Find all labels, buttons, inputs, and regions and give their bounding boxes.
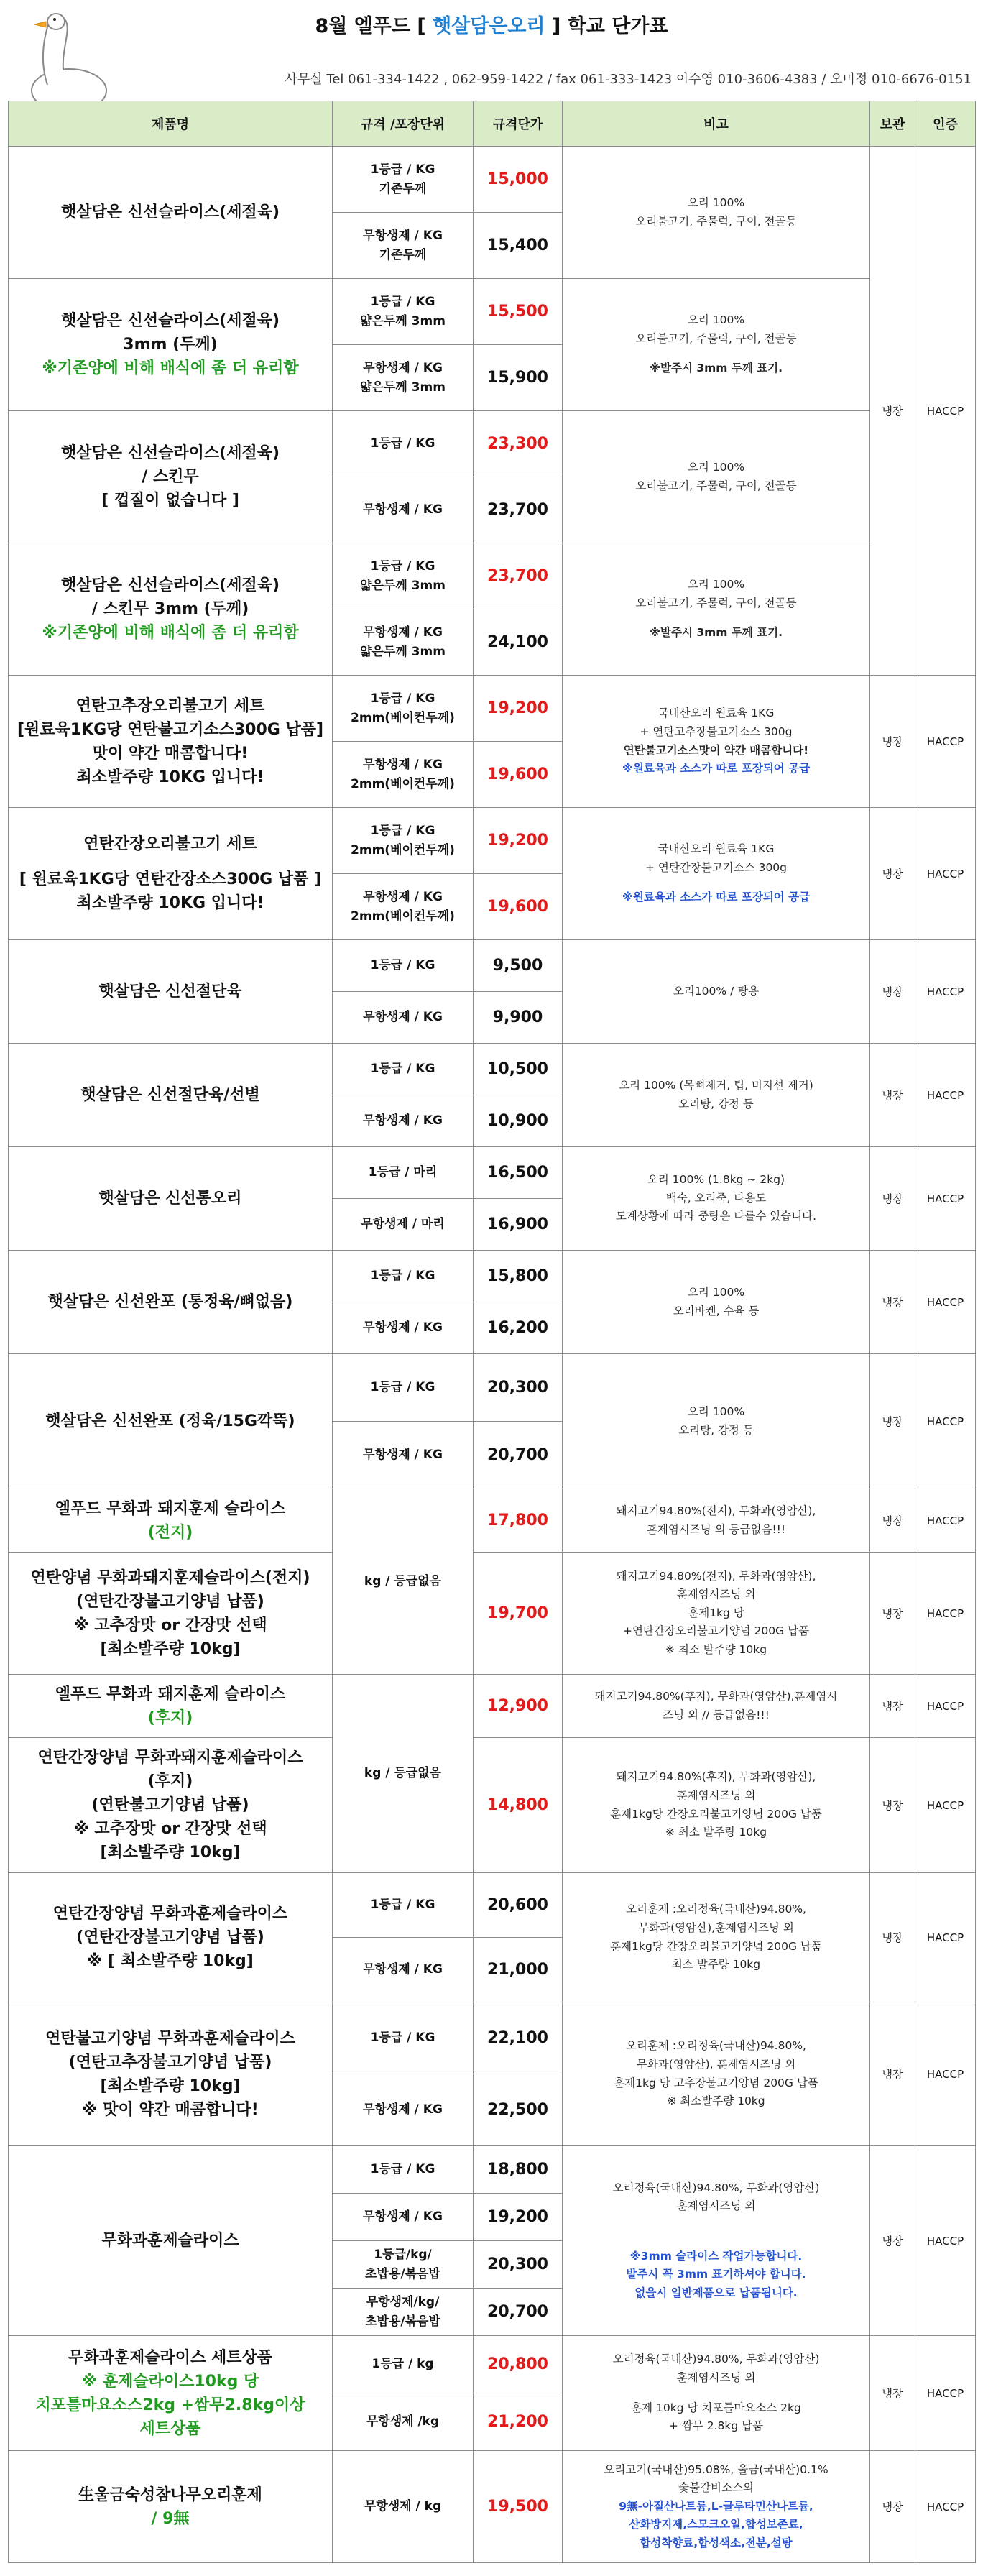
- product-name: 엘푸드 무화과 돼지훈제 슬라이스 (전지): [9, 1489, 333, 1552]
- spec-cell: kg / 등급없음: [333, 1675, 474, 1873]
- contact-info: 사무실 Tel 061-334-1422 , 062-959-1422 / fax 061-333-1423 이수영 010-3606-4383 / 오미정 010-6676-0151: [285, 72, 972, 87]
- note-cell: 오리정육(국내산)94.80%, 무화과(영암산) 훈제염시즈닝 외 훈제 10kg 당 치포틀마요소스 2kg + 쌈무 2.8kg 납품: [563, 2336, 870, 2451]
- storage-cell: 냉장: [870, 2451, 915, 2563]
- table-row: [9, 2336, 976, 2393]
- column-header-price: 규격단가: [474, 101, 563, 147]
- table-row: [9, 808, 976, 874]
- product-name: 연탄간장오리불고기 세트 [ 원료육1KG당 연탄간장소스300G 납품 ] 최소발주량 10KG 입니다!: [9, 808, 333, 940]
- product-name: 햇살담은 신선완포 (정육/15G깍뚝): [9, 1354, 333, 1489]
- cert-cell: HACCP: [915, 1044, 976, 1147]
- page-title: 8월 엘푸드 [ 햇살담은오리 ] 학교 단가표: [315, 15, 668, 37]
- storage-cell: 냉장: [870, 1251, 915, 1354]
- note-cell: 오리100% / 탕용: [563, 940, 870, 1044]
- product-name: 生울금숙성참나무오리훈제 / 9無: [9, 2451, 333, 2563]
- column-header-product: 제품명: [9, 101, 333, 147]
- table-row: [9, 1147, 976, 1199]
- cert-cell: HACCP: [915, 940, 976, 1044]
- spec-cell: 1등급 / KG 얇은두께 3mm: [333, 279, 474, 345]
- cert-cell: HACCP: [915, 676, 976, 808]
- price-cell: 19,200: [474, 2194, 563, 2241]
- product-name: 햇살담은 신선슬라이스(세절육) / 스킨무 3mm (두께) ※기존양에 비해 배식에 좀 더 유리함: [9, 543, 333, 676]
- price-cell: 17,800: [474, 1489, 563, 1552]
- product-name: 엘푸드 무화과 돼지훈제 슬라이스 (후지): [9, 1675, 333, 1738]
- column-header-storage: 보관: [870, 101, 915, 147]
- column-header-spec: 규격 /포장단위: [333, 101, 474, 147]
- storage-cell: 냉장: [870, 808, 915, 940]
- note-cell: 오리 100% 오리탕, 강정 등: [563, 1354, 870, 1489]
- product-name: 무화과훈제슬라이스: [9, 2146, 333, 2336]
- spec-cell: 무항생제 / KG: [333, 2074, 474, 2146]
- product-name: 햇살담은 신선슬라이스(세절육) / 스킨무 [ 껍질이 없습니다 ]: [9, 411, 333, 543]
- price-cell: 22,500: [474, 2074, 563, 2146]
- cert-cell: HACCP: [915, 2002, 976, 2146]
- price-cell: 23,700: [474, 543, 563, 610]
- note-cell: 돼지고기94.80%(전지), 무화과(영암산), 훈제염시즈닝 외 등급없음!!!: [563, 1489, 870, 1552]
- table-row: [9, 1354, 976, 1422]
- table-row: [9, 2002, 976, 2074]
- cert-cell: HACCP: [915, 1675, 976, 1738]
- spec-cell: 1등급 / KG: [333, 1873, 474, 1938]
- price-cell: 22,100: [474, 2002, 563, 2074]
- note-cell: 오리 100% 오리불고기, 주물럭, 구이, 전골등: [563, 411, 870, 543]
- price-cell: 20,300: [474, 2241, 563, 2288]
- cert-cell: HACCP: [915, 1251, 976, 1354]
- price-cell: 18,800: [474, 2146, 563, 2194]
- spec-cell: 1등급 / KG: [333, 2146, 474, 2194]
- spec-cell: 무항생제 / KG: [333, 1095, 474, 1147]
- spec-cell: 1등급 / KG 얇은두께 3mm: [333, 543, 474, 610]
- spec-cell: kg / 등급없음: [333, 1489, 474, 1675]
- table-row: [9, 1251, 976, 1302]
- product-name: 연탄고추장오리불고기 세트 [원료육1KG당 연탄불고기소스300G 납품] 맛이 약간 매콤합니다! 최소발주량 10KG 입니다!: [9, 676, 333, 808]
- spec-cell: 1등급 / KG: [333, 2002, 474, 2074]
- column-header-cert: 인증: [915, 101, 976, 147]
- price-cell: 10,900: [474, 1095, 563, 1147]
- note-cell: 오리 100% (목뼈제거, 팁, 미지선 제거) 오리탕, 강정 등: [563, 1044, 870, 1147]
- price-cell: 16,200: [474, 1302, 563, 1354]
- table-row: [9, 543, 976, 610]
- spec-cell: 무항생제 / 마리: [333, 1199, 474, 1251]
- spec-cell: 1등급 / KG: [333, 940, 474, 992]
- spec-cell: 무항생제/kg/ 초밥용/볶음밥: [333, 2288, 474, 2336]
- note-cell: 국내산오리 원료육 1KG + 연탄간장불고기소스 300g ※원료육과 소스가 따로 포장되어 공급: [563, 808, 870, 940]
- price-cell: 15,000: [474, 147, 563, 213]
- spec-cell: 무항생제 / KG: [333, 1938, 474, 2002]
- note-cell: 국내산오리 원료육 1KG + 연탄고추장불고기소스 300g 연탄불고기소스맛이 약간 매콤합니다! ※원료육과 소스가 따로 포장되어 공급: [563, 676, 870, 808]
- storage-cell: 냉장: [870, 1552, 915, 1675]
- storage-cell: 냉장: [870, 2336, 915, 2451]
- spec-cell: 무항생제 / KG 기존두께: [333, 213, 474, 279]
- note-cell: 오리 100% 오리불고기, 주물럭, 구이, 전골등: [563, 147, 870, 279]
- price-cell: 10,500: [474, 1044, 563, 1095]
- table-row: [9, 279, 976, 345]
- spec-cell: 1등급/kg/ 초밥용/볶음밥: [333, 2241, 474, 2288]
- price-cell: 16,500: [474, 1147, 563, 1199]
- table-header-row: [9, 101, 976, 147]
- price-cell: 20,700: [474, 1422, 563, 1489]
- table-row: [9, 1552, 976, 1675]
- product-name: 무화과훈제슬라이스 세트상품 ※ 훈제슬라이스10kg 당 치포틀마요소스2kg +쌈무2.8kg이상 세트상품: [9, 2336, 333, 2451]
- price-cell: 15,800: [474, 1251, 563, 1302]
- spec-cell: 무항생제 / KG: [333, 1422, 474, 1489]
- spec-cell: 무항생제 /kg: [333, 2393, 474, 2451]
- price-cell: 20,600: [474, 1873, 563, 1938]
- note-cell: 돼지고기94.80%(전지), 무화과(영암산), 훈제염시즈닝 외 훈제1kg 당 +연탄간장오리불고기양념 200G 납품 ※ 최소 발주량 10kg: [563, 1552, 870, 1675]
- storage-cell: 냉장: [870, 1489, 915, 1552]
- price-cell: 9,500: [474, 940, 563, 992]
- storage-cell: 냉장: [870, 1354, 915, 1489]
- spec-cell: 1등급 / KG: [333, 1251, 474, 1302]
- product-name: 햇살담은 신선슬라이스(세절육): [9, 147, 333, 279]
- price-cell: 16,900: [474, 1199, 563, 1251]
- spec-cell: 1등급 / kg: [333, 2336, 474, 2393]
- price-cell: 12,900: [474, 1675, 563, 1738]
- storage-cell: 냉장: [870, 1044, 915, 1147]
- price-cell: 21,000: [474, 1938, 563, 2002]
- storage-cell: 냉장: [870, 2146, 915, 2336]
- cert-cell: HACCP: [915, 147, 976, 676]
- price-cell: 19,600: [474, 874, 563, 940]
- price-cell: 20,300: [474, 1354, 563, 1422]
- price-cell: 23,700: [474, 477, 563, 543]
- product-name: 햇살담은 신선통오리: [9, 1147, 333, 1251]
- cert-cell: HACCP: [915, 1489, 976, 1552]
- table-row: [9, 411, 976, 477]
- cert-cell: HACCP: [915, 2146, 976, 2336]
- cert-cell: HACCP: [915, 1552, 976, 1675]
- storage-cell: 냉장: [870, 676, 915, 808]
- storage-cell: 냉장: [870, 940, 915, 1044]
- cert-cell: HACCP: [915, 1354, 976, 1489]
- table-row: [9, 147, 976, 213]
- note-cell: 오리훈제 :오리정육(국내산)94.80%, 무화과(영암산),훈제염시즈닝 외 훈제1kg당 간장오리불고기양념 200G 납품 최소 발주량 10kg: [563, 1873, 870, 2002]
- spec-cell: 1등급 / 마리: [333, 1147, 474, 1199]
- spec-cell: 무항생제 / KG 얇은두께 3mm: [333, 610, 474, 676]
- spec-cell: 1등급 / KG 기존두께: [333, 147, 474, 213]
- price-cell: 15,900: [474, 345, 563, 411]
- spec-cell: 무항생제 / KG: [333, 992, 474, 1044]
- spec-cell: 무항생제 / KG 2mm(베이컨두께): [333, 874, 474, 940]
- note-cell: 오리정육(국내산)94.80%, 무화과(영암산) 훈제염시즈닝 외 ※3mm 슬라이스 작업가능합니다. 발주시 꼭 3mm 표기하셔야 합니다. 없을시 일반제품으로 납품됩니다.: [563, 2146, 870, 2336]
- cert-cell: HACCP: [915, 1873, 976, 2002]
- table-row: [9, 1873, 976, 1938]
- price-cell: 15,500: [474, 279, 563, 345]
- cert-cell: HACCP: [915, 2451, 976, 2563]
- note-cell: 오리 100% 오리불고기, 주물럭, 구이, 전골등 ※발주시 3mm 두께 표기.: [563, 279, 870, 411]
- storage-cell: 냉장: [870, 2002, 915, 2146]
- column-header-note: 비고: [563, 101, 870, 147]
- spec-cell: 무항생제 / KG: [333, 2194, 474, 2241]
- price-cell: 9,900: [474, 992, 563, 1044]
- product-name: 햇살담은 신선슬라이스(세절육) 3mm (두께) ※기존양에 비해 배식에 좀 더 유리함: [9, 279, 333, 411]
- cert-cell: HACCP: [915, 808, 976, 940]
- spec-cell: 무항생제 / KG 2mm(베이컨두께): [333, 742, 474, 808]
- table-row: [9, 2146, 976, 2194]
- header: [0, 0, 983, 105]
- table-row: [9, 940, 976, 992]
- storage-cell: 냉장: [870, 1147, 915, 1251]
- spec-cell: 1등급 / KG 2mm(베이컨두께): [333, 676, 474, 742]
- table-row: [9, 1738, 976, 1873]
- product-name: 연탄간장양념 무화과훈제슬라이스 (연탄간장불고기양념 납품) ※ [ 최소발주량 10kg]: [9, 1873, 333, 2002]
- price-cell: 19,500: [474, 2451, 563, 2563]
- note-cell: 오리고기(국내산)95.08%, 울금(국내산)0.1% 숯불갈비소스외 9無-아질산나트륨,L-글루타민산나트륨, 산화방지제,스모크오일,합성보존료, 합성착향료,합성색소,전분,설탕: [563, 2451, 870, 2563]
- storage-cell: 냉장: [870, 147, 915, 676]
- price-table: [8, 101, 976, 2563]
- storage-cell: 냉장: [870, 1675, 915, 1738]
- table-row: [9, 1489, 976, 1552]
- note-cell: 오리 100% 오리바켄, 수육 등: [563, 1251, 870, 1354]
- cert-cell: HACCP: [915, 1147, 976, 1251]
- storage-cell: 냉장: [870, 1738, 915, 1873]
- product-name: 햇살담은 신선완포 (통정육/뼈없음): [9, 1251, 333, 1354]
- cert-cell: HACCP: [915, 2336, 976, 2451]
- spec-cell: 1등급 / KG: [333, 411, 474, 477]
- spec-cell: 무항생제 / kg: [333, 2451, 474, 2563]
- price-cell: 21,200: [474, 2393, 563, 2451]
- storage-cell: 냉장: [870, 1873, 915, 2002]
- price-cell: 19,700: [474, 1552, 563, 1675]
- price-cell: 23,300: [474, 411, 563, 477]
- cert-cell: HACCP: [915, 1738, 976, 1873]
- spec-cell: 1등급 / KG 2mm(베이컨두께): [333, 808, 474, 874]
- note-cell: 돼지고기94.80%(후지), 무화과(영암산), 훈제염시즈닝 외 훈제1kg당 간장오리불고기양념 200G 납품 ※ 최소 발주량 10kg: [563, 1738, 870, 1873]
- spec-cell: 무항생제 / KG: [333, 477, 474, 543]
- spec-cell: 1등급 / KG: [333, 1354, 474, 1422]
- note-cell: 오리 100% (1.8kg ~ 2kg) 백숙, 오리죽, 다용도 도계상황에 따라 중량은 다를수 있습니다.: [563, 1147, 870, 1251]
- price-cell: 19,600: [474, 742, 563, 808]
- table-row: [9, 1675, 976, 1738]
- price-cell: 15,400: [474, 213, 563, 279]
- spec-cell: 1등급 / KG: [333, 1044, 474, 1095]
- note-cell: 오리훈제 :오리정육(국내산)94.80%, 무화과(영암산), 훈제염시즈닝 외 훈제1kg 당 고추장불고기양념 200G 납품 ※ 최소발주량 10kg: [563, 2002, 870, 2146]
- note-cell: 돼지고기94.80%(후지), 무화과(영암산),훈제염시 즈닝 외 // 등급없음!!!: [563, 1675, 870, 1738]
- note-cell: 오리 100% 오리불고기, 주물럭, 구이, 전골등 ※발주시 3mm 두께 표기.: [563, 543, 870, 676]
- price-cell: 24,100: [474, 610, 563, 676]
- price-cell: 20,800: [474, 2336, 563, 2393]
- product-name: 연탄양념 무화과돼지훈제슬라이스(전지) (연탄간장불고기양념 납품) ※ 고추장맛 or 간장맛 선택 [최소발주량 10kg]: [9, 1552, 333, 1675]
- spec-cell: 무항생제 / KG 얇은두께 3mm: [333, 345, 474, 411]
- table-row: [9, 676, 976, 742]
- product-name: 햇살담은 신선절단육: [9, 940, 333, 1044]
- price-cell: 19,200: [474, 676, 563, 742]
- product-name: 햇살담은 신선절단육/선별: [9, 1044, 333, 1147]
- product-name: 연탄간장양념 무화과돼지훈제슬라이스 (후지) (연탄불고기양념 납품) ※ 고추장맛 or 간장맛 선택 [최소발주량 10kg]: [9, 1738, 333, 1873]
- price-cell: 20,700: [474, 2288, 563, 2336]
- product-name: 연탄불고기양념 무화과훈제슬라이스 (연탄고추장불고기양념 납품) [최소발주량 10kg] ※ 맛이 약간 매콤합니다!: [9, 2002, 333, 2146]
- table-row: [9, 1044, 976, 1095]
- price-cell: 19,200: [474, 808, 563, 874]
- spec-cell: 무항생제 / KG: [333, 1302, 474, 1354]
- table-row: [9, 2451, 976, 2563]
- price-cell: 14,800: [474, 1738, 563, 1873]
